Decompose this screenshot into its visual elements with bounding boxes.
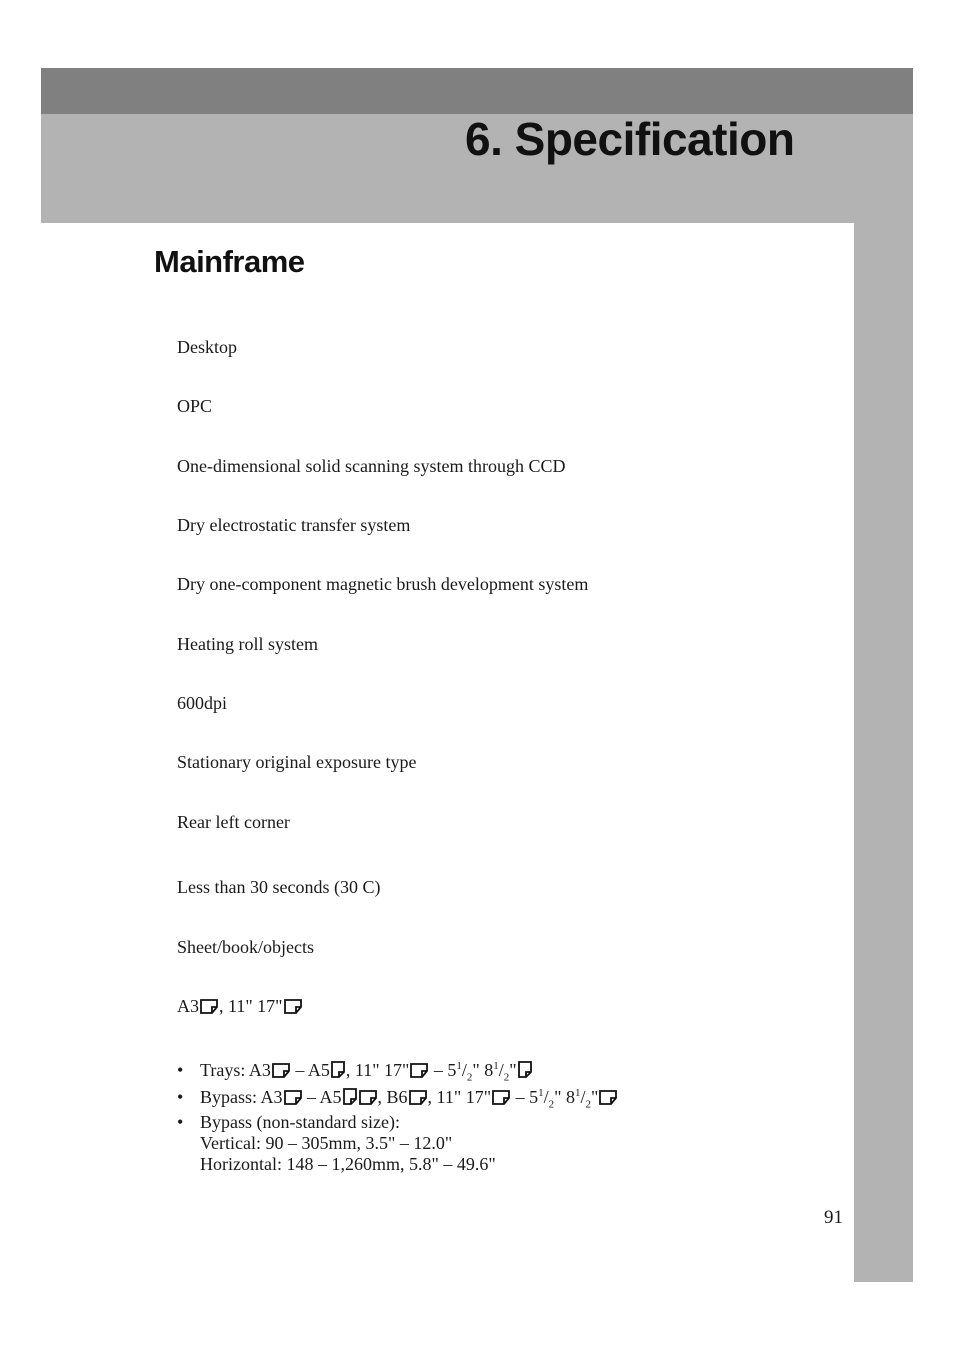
spec-configuration: Desktop [177,337,237,357]
trays-e: 1 [456,1060,462,1072]
bullet: • [177,1087,184,1107]
trays-d: – 5 [429,1060,457,1080]
chapter-title: 6. Specification [465,113,795,165]
trays-b: – A5 [290,1060,330,1080]
spec-original-scanning: One-dimensional solid scanning system through CCD [177,456,566,476]
header-band-dark [41,68,913,114]
trays-k: 2 [503,1071,510,1084]
bypass-nonstandard-title: Bypass (non-standard size): [200,1112,400,1132]
landscape-orientation-icon [492,1090,510,1105]
bypass-k: / [580,1087,586,1107]
bypass-l: 2 [585,1098,591,1111]
spec-exposure-glass: Stationary original exposure type [177,752,417,772]
landscape-orientation-icon [200,999,218,1014]
trays-j: / [498,1060,504,1080]
max-original-a: A3 [177,996,199,1016]
portrait-orientation-icon [518,1061,532,1078]
trays-f: / [461,1060,467,1080]
bypass-a: Bypass: A3 [200,1087,283,1107]
landscape-orientation-icon [359,1090,377,1105]
trays-i: 1 [493,1060,499,1072]
spec-warmup-time: Less than 30 seconds (30 C) [177,877,381,897]
portrait-orientation-icon [331,1061,345,1078]
bypass-nonstandard-horizontal: Horizontal: 148 – 1,260mm, 5.8" – 49.6" [200,1154,496,1174]
bypass-m: " [590,1087,599,1107]
landscape-orientation-icon [284,1090,302,1105]
spec-max-original-size [177,995,303,1017]
bypass-nonstandard-vertical: Vertical: 90 – 305mm, 3.5" – 12.0" [200,1133,453,1153]
landscape-orientation-icon [409,1090,427,1105]
trays-c: , 11" 17" [345,1060,410,1080]
bullet: • [177,1112,184,1132]
list-item-bypass-nonstandard [177,1112,618,1175]
trays-h: " 8 [472,1060,494,1080]
trays-g: 2 [466,1071,473,1084]
spec-fusing: Heating roll system [177,634,318,654]
landscape-orientation-icon [410,1063,428,1078]
list-item-trays [177,1060,618,1084]
bypass-e: – 5 [511,1087,539,1107]
bullet: • [177,1060,184,1080]
trays-a: Trays: A3 [200,1060,271,1080]
landscape-orientation-icon [284,999,302,1014]
max-original-b: , 11" 17" [219,996,283,1016]
list-item-bypass [177,1087,618,1111]
bypass-d: , 11" 17" [427,1087,492,1107]
copy-paper-size-list [177,1060,618,1181]
spec-photosensitivity: OPC [177,396,213,416]
landscape-orientation-icon [272,1063,290,1078]
page-number: 91 [824,1207,843,1228]
bypass-h: 2 [548,1098,555,1111]
spec-copy-process: Dry electrostatic transfer system [177,515,411,535]
bypass-c: , B6 [377,1087,408,1107]
bypass-i: " 8 [554,1087,575,1107]
spec-resolution: 600dpi [177,693,228,713]
side-thumb-bar [854,223,913,1282]
bypass-b: – A5 [302,1087,342,1107]
spec-originals: Sheet/book/objects [177,937,314,957]
bypass-j: 1 [574,1087,581,1099]
spec-development: Dry one-component magnetic brush development system [177,574,589,594]
spec-reference-position: Rear left corner [177,812,290,832]
section-title: Mainframe [154,244,305,279]
bypass-f: 1 [538,1087,544,1099]
landscape-orientation-icon [599,1090,617,1105]
portrait-orientation-icon [343,1088,357,1105]
trays-l: " [509,1060,517,1080]
bypass-g: / [543,1087,549,1107]
